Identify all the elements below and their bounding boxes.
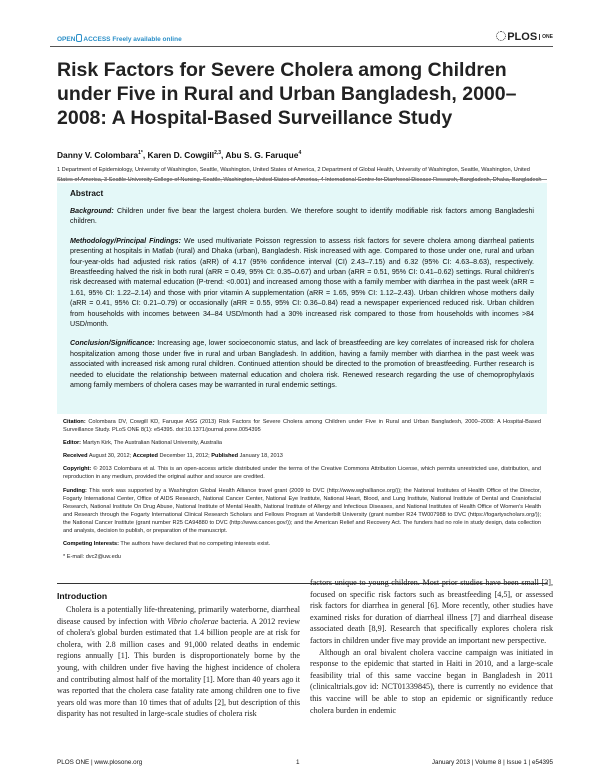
abstract-heading: Abstract: [70, 189, 104, 198]
meta-label: Received: [63, 453, 88, 460]
footer-issue: January 2013 | Volume 8 | Issue 1 | e54395: [431, 759, 553, 766]
meta-label: Published: [211, 453, 239, 460]
body-column-right: [310, 577, 553, 716]
abstract-box: [57, 183, 547, 414]
plos-logo: [496, 31, 553, 43]
logo-text: PLOS: [507, 31, 538, 43]
section-text: Children under five bear the largest cholera burden. We therefore sought to identify modifiable risk factors among Bangladeshi children.: [70, 207, 534, 226]
meta-label: Editor:: [63, 440, 82, 447]
author-list: Danny V. Colombara$^{1*}$, Karen D. Cowgill$^{2,3}$, Abu S. G. Faruque$^4$: [57, 150, 302, 160]
species-name: Vibrio cholerae: [167, 616, 219, 626]
meta-label: Copyright:: [63, 466, 92, 473]
open-label: OPEN: [57, 36, 76, 43]
section-label: Conclusion/Significance:: [70, 339, 155, 348]
article-metadata: [63, 418, 541, 566]
author-name: Karen D. Cowgill: [147, 150, 215, 160]
meta-text: Colombara DV, Cowgill KD, Faruque ASG (2013) Risk Factors for Severe Cholera among Children under Five in Rural and Urban Bangladesh, 2000–2008: A Hospital-Based Surveillance Study. PLoS ONE 8(1): e54395. doi:10.1371/journal.pone.0054395: [63, 419, 541, 434]
author-name: Abu S. G. Faruque: [225, 150, 299, 160]
affiliations: 1 Department of Epidemiology, University of Washington, Seattle, Washington, United States of America, 2 Department of Global Health, University of Washington, Seattle, Washington, United States of America, 3 Seattle University College of Nursing, Seattle, Washington, United States of America, 4 International Centre for Diarrhoeal Disease Research, Bangladesh, Dhaka, Bangladesh: [57, 167, 542, 183]
meta-text: This work was supported by a Washington Global Health Alliance travel grant (2009 to DVC (http://www.wghalliance.org/)); the National Institutes of Health Office of the Director, Fogarty International Center, Office of AIDS Research, National Cancer Center, National Eye Institute, National Heart, Blood, and Lung Institute, National Institute of Dental and Craniofacial Research, National Institute On Drug Abuse, National Institute of Mental Health, National Institute of Allergy and Infectious Diseases, and National Institutes of Health Office of Women's Health and Research through the Fogarty International Clinical Research Scholars and Fellows Program at Vanderbilt University (grant number R24 TW007988 to DVC (https://fogartyscholars.org/)); the National Cancer Institute (grant number R25 CA94880 to DVC (http://www.cancer.gov/)); and the American Relief and Recovery Act. The funders had no role in study design, data collection and analysis, decision to publish, or preparation of the manuscript.: [63, 487, 541, 535]
article-title: Risk Factors for Severe Cholera among Children under Five in Rural and Urban Bangladesh, 2000–2008: A Hospital-Based Surveillance Study: [57, 59, 517, 129]
paragraph: Although an oral bivalent cholera vaccine campaign was initiated in response to the epidemic that started in Haiti in 2010, and a large-scale feasibility trial of this same vaccine began in Bangladesh in 2011 (clinicaltrials.gov id: NCT01339845), there is currently no evidence that this vaccine will be able to stop an epidemic or significantly reduce cholera burden in endemic: [310, 647, 553, 715]
open-access-badge: [57, 34, 182, 43]
footer-journal: PLOS ONE | www.plosone.org: [57, 759, 143, 766]
meta-label: Funding:: [63, 487, 87, 494]
plos-sun-icon: [496, 31, 506, 41]
meta-label: Citation:: [63, 419, 86, 425]
paragraph: [57, 604, 300, 720]
paragraph: factors unique to young children. Most prior studies have been small [3], focused on specific risk factors such as breastfeeding [4,5], or assessed risk factors for diarrhea in general [6]. More recently, other studies have examined risks for duration of diarrheal illness [7] and diarrheal disease associated death [8,9]. Research that specifically explores cholera risk factors in children under five may provide an important new perspective.: [310, 578, 553, 645]
meta-text: January 18, 2013: [239, 453, 283, 460]
competing-interests: [63, 540, 541, 548]
page-number: 1: [296, 759, 300, 766]
body-column-left: [57, 604, 300, 720]
section-heading-introduction: Introduction: [57, 591, 108, 601]
journal-header: [50, 31, 553, 47]
text-run: Cholera is a potentially life-threatening, primarily waterborne, diarrheal disease caused by infection with: [57, 605, 300, 626]
meta-text: Martyn Kirk, The Australian National University, Australia: [82, 440, 222, 447]
author-sup: 2,3: [214, 150, 222, 157]
meta-text: August 30, 2012;: [88, 453, 132, 460]
author-name: Danny V. Colombara: [57, 150, 139, 160]
funding: [63, 487, 541, 536]
meta-text: The authors have declared that no competing interests exist.: [120, 541, 271, 548]
divider: [57, 179, 547, 180]
citation: [63, 418, 541, 434]
logo-suffix: ONE: [539, 34, 553, 40]
meta-text: © 2013 Colombara et al. This is an open-access article distributed under the terms of the Creative Commons Attribution License, which permits unrestricted use, distribution, and reproduction in any medium, provided the original author and source are credited.: [63, 466, 541, 481]
email: * E-mail: dvc2@uw.edu: [63, 554, 121, 561]
abstract-conclusion: [70, 338, 534, 390]
section-text: We used multivariate Poisson regression to assess risk factors for severe cholera among diarrheal patients presenting at hospitals in Matlab (rural) and Dhaka (urban), Bangladesh. Risk increased with age. Compared to those under one, rural and urban four-year-olds had adjusted risk ratios (aRR) of 4.17 (95% confidence interval (CI) 2.43–7.15) and 6.32 (95% CI: 4.63–8.63), respectively. Breastfeeding halved the risk in both rural (aRR = 0.49, 95% CI: 0.35–0.67) and urban (aRR = 0.51, 95% CI: 0.41–0.62) settings. Rural children's risk decreased with maternal education (P-trend: <0.001) and increased among those with a family member with diarrhea in the past week (aRR = 1.61, 95% CI: 1.22–2.14) and those with prior vitamin A supplementation (aRR = 1.65, 95% CI: 1.12–2.43). Urban children whose mothers daily (aRR = 0.41, 95% CI: 0.21–0.79) or occasionally (aRR = 0.55, 95% CI: 0.36–0.84) read a newspaper experienced reduced risk. Urban children from households with incomes between 34–84 USD/month had a 30% increased risk compared to those from households with incomes >84 USD/month.: [70, 236, 534, 329]
author-sup: 4: [298, 150, 302, 157]
access-label: ACCESS: [83, 36, 111, 43]
section-text: Increasing age, lower socioeconomic status, and lack of breastfeeding are key correlates of increased risk for cholera hospitalization among those under five in rural and urban Bangladesh. In addition, having a family member with diarrhea in the past week was associated with increased risk among rural children. Continued attention should be directed to the promotion of breastfeeding. Further research is needed to elucidate the relationship between maternal education and cholera risk. Renewed research regarding the use of chemoprophylaxis among family members of cholera cases may be warranted in rural endemic settings.: [70, 339, 534, 390]
editor: [63, 439, 541, 447]
freely-available-label: Freely available online: [112, 36, 182, 43]
dates: [63, 452, 541, 460]
text-run: bacteria. A 2012 review of cholera's global burden estimated that 1.4 billion people are at risk for cholera, with 2.8 million cases and 91,000 related deaths in endemic regions annually [1]. This burden is disproportionately borne by the young, with children under five having the highest incidence of cholera and contributing almost half of the mortality [1]. More than 40 years ago it was reported that the cholera case fatality rate among children one to five years old was more than 10 times that of adults [2], but description of this disparity has not resulted in large-scale studies of cholera risk: [57, 616, 300, 719]
section-label: Background:: [70, 207, 114, 215]
copyright: [63, 465, 541, 481]
meta-label: Accepted: [132, 453, 158, 460]
abstract-methods: [70, 236, 534, 330]
meta-label: Competing Interests:: [63, 541, 119, 548]
open-lock-icon: [76, 34, 82, 42]
abstract-background: [70, 206, 534, 227]
section-label: Methodology/Principal Findings:: [70, 236, 181, 245]
author-sup: 1*: [138, 150, 143, 157]
meta-text: December 11, 2012;: [159, 453, 210, 460]
